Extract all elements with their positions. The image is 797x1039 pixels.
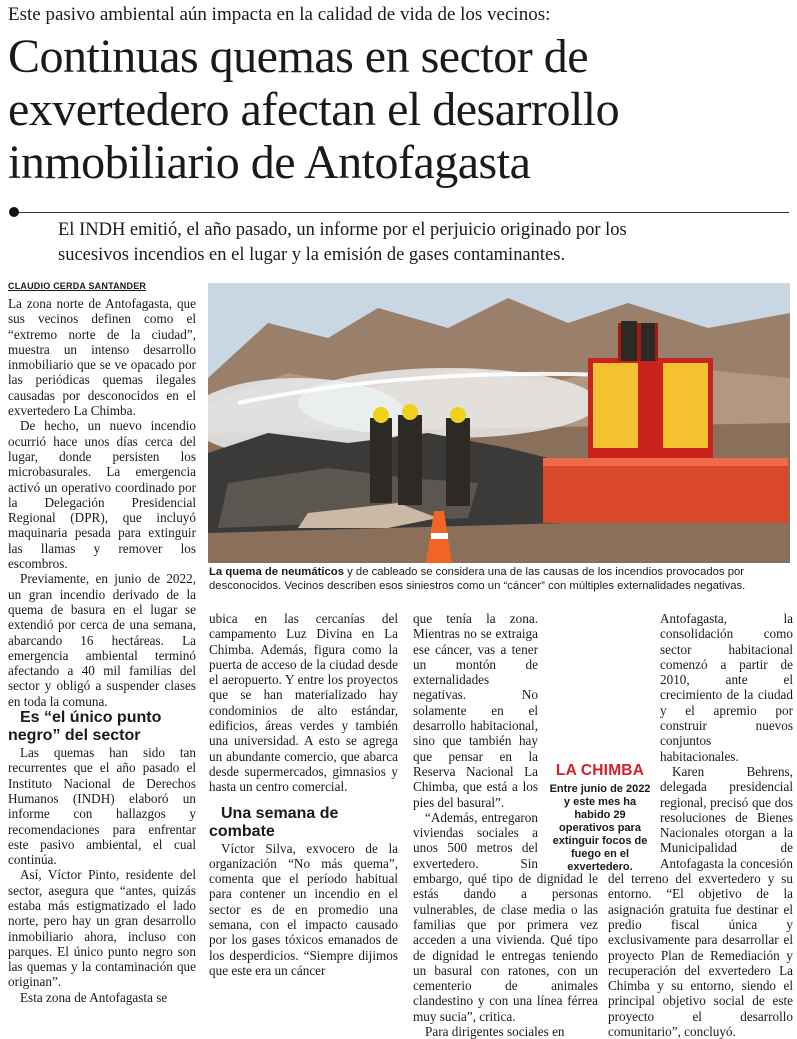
article-photo [208, 283, 790, 563]
paragraph: Para dirigentes sociales en [425, 1024, 565, 1039]
deck-line: sucesivos incendios en el lugar y la emisión de gases contaminantes. [58, 245, 566, 265]
column-2 [209, 611, 398, 978]
deck [58, 218, 786, 268]
headline-line: Continuas quemas en sector de [8, 30, 589, 83]
headline-line: exvertedero afectan el desarrollo [8, 83, 620, 136]
deck-line: El INDH emitió, el año pasado, un informe por el perjuicio originado por los [58, 220, 627, 240]
callout-text: Entre junio de 2022 y este mes ha habido 29 operativos para extinguir focos de fuego en el exvertedero. [549, 783, 651, 873]
paragraph: La zona norte de Antofagasta, que sus vecinos definen como el “extremo norte de la ciudad”, muestra un intenso desarrollo inmobiliario que se ve opacado por las periódicas quemas ilegales causadas por desconocidos en el exvertedero La Chimba. [8, 296, 196, 419]
column-1 [8, 296, 196, 1005]
headline [8, 30, 793, 189]
paragraph: Karen Behrens, delegada presidencial regional, precisó que dos resoluciones de Bienes Nacionales otorgan a la Municipalidad de Antofagasta la concesión del terreno del exvertedero y su entorno. “El objetivo de la asignación gratuita fue destinar el predio fiscal única y exclusivamente para desarrollar el proyecto Plan de Remediación y recuperación del exvertedero La Chimba y su entorno, siendo el principal objetivo social de este proyecto el desarrollo comunitario”, concluyó. [608, 763, 793, 1039]
section-heading: Es “el único punto negro” del sector [8, 709, 162, 745]
caption-text: y de cableado se considera una de las causas de los incendios provocados por desconocidos. Vecinos describen esos siniestros como un “cáncer” con múltiples externalidades negativas. [209, 566, 746, 592]
headline-line: inmobiliario de Antofagasta [8, 136, 531, 189]
paragraph: Las quemas han sido tan recurrentes que el año pasado el Instituto Nacional de Derechos Humanos (INDH) elaboró un informe con hallazgos y recomendaciones para enfrentar este pasivo ambiental, el cual continúa. [8, 745, 196, 868]
paragraph: Esta zona de Antofagasta se [20, 989, 168, 1005]
headline-divider [14, 212, 789, 213]
paragraph: Víctor Silva, exvocero de la organización “No más quema”, comenta que el período habitual para contener un incendio en el sector es de en promedio una semana, con el impacto causado por los gases tóxicos emanados de los desperdicios. “Siempre dijimos que este era un cáncer [209, 840, 398, 978]
photo-caption [209, 565, 794, 593]
kicker: Este pasivo ambiental aún impacta en la calidad de vida de los vecinos: [8, 4, 551, 25]
caption-lead: La quema de neumáticos [209, 566, 344, 578]
callout-box [545, 762, 655, 874]
fire-scene-illustration [208, 283, 790, 563]
paragraph: Antofagasta, la consolidación como sector habitacional comenzó a partir de 2010, ante el crecimiento de la ciudad y el apremio por construir nuevos conjuntos habitacionales. [660, 611, 793, 764]
paragraph: Previamente, en junio de 2022, un gran incendio derivado de la quema de basura en el lugar se extendió por cerca de una semana, abarcando 16 hectáreas. La emergencia ambiental terminó afectando a 40 mil familias del sector y obligó a suspender clases en toda la comuna. [8, 571, 196, 709]
paragraph: que tenía la zona. Mientras no se extraiga ese cáncer, vas a tener un montón de externalidades negativas. No solamente en el desarrollo habitacional, sino que también hay que pensar en la Reserva Nacional La Chimba, que está a los pies del basural”. [413, 611, 538, 810]
paragraph: De hecho, un nuevo incendio ocurrió hace unos días cerca del lugar, donde persisten los microbasurales. La emergencia activó un operativo coordinado por la Delegación Presidencial Regional (DPR), que incluyó maquinaria pesada para extinguir las llamas y remover los escombros. [8, 418, 196, 572]
paragraph: Así, Víctor Pinto, residente del sector, asegura que “antes, quizás estaba más estigmatizado el lado norte, pero hay un gran desarrollo inmobiliario ahora, incluso con parques. El único punto negro son las quemas y la contaminación que originan”. [8, 867, 196, 990]
paragraph: ubica en las cercanías del campamento Luz Divina en La Chimba. Además, figura como la puerta de acceso de la ciudad desde el aeropuerto. Y entre los proyectos que se han materializado hay condominios de alto estándar, edificios, áreas verdes y también una universidad. A esto se agrega un abundante comercio, que abarca desde supermercados, gimnasios y hasta un centro comercial. [209, 611, 398, 795]
byline: CLAUDIO CERDA SANTANDER [8, 281, 147, 291]
bullet-dot [9, 207, 19, 217]
callout-tag: LA CHIMBA [555, 762, 645, 779]
paragraph: “Además, entregaron viviendas sociales a unos 500 metros del exvertedero. Sin embargo, qué tipo de dignidad le estás dando a personas vulnerables, de clase media o las familias que por primera vez acceden a una vivienda. Qué tipo de dignidad le entregas teniendo un basural con ratones, con un cementerio de animales clandestino y con una línea férrea muy sucia”, critica. [413, 809, 598, 1024]
section-heading: Una semana de combate [209, 804, 339, 840]
